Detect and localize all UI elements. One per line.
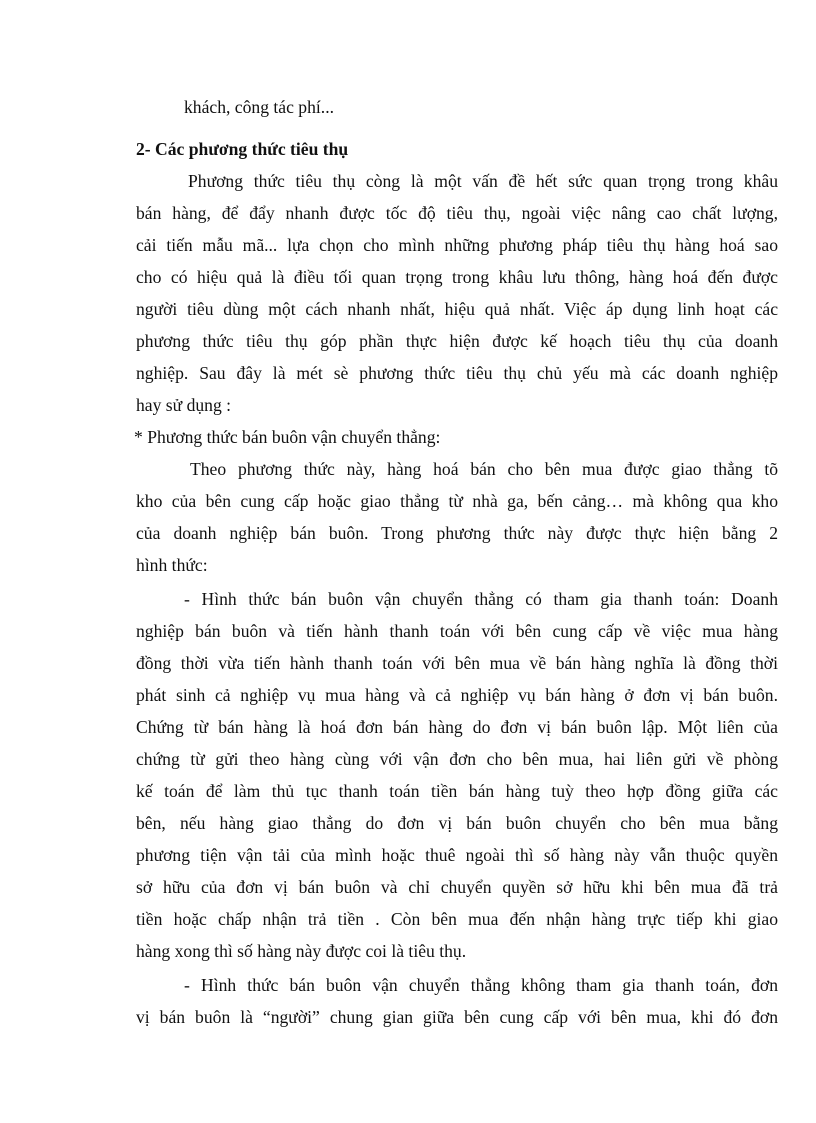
text-line-1: khách, công tác phí... [184,97,334,117]
paragraph-4-line-1: - Hình thức bán buôn vận chuyển thẳng không tham gia thanh toán, đơn [184,975,778,995]
paragraph-3-line-10: sở hữu của đơn vị bán buôn và chỉ chuyển quyền sở hữu khi bên mua đã trả [136,877,778,897]
paragraph-4-line-2: vị bán buôn là “người” chung gian giữa bên cung cấp với bên mua, khi đó đơn [136,1007,778,1027]
paragraph-2-line-3: của doanh nghiệp bán buôn. Trong phương thức này được thực hiện bằng 2 [136,523,778,543]
paragraph-2-line-1: Theo phương thức này, hàng hoá bán cho bên mua được giao thẳng tõ [190,459,778,479]
paragraph-3-line-4: phát sinh cả nghiệp vụ mua hàng và cả nghiệp vụ bán hàng ở đơn vị bán buôn. [136,685,778,705]
paragraph-1-line-2: bán hàng, để đẩy nhanh được tốc độ tiêu thụ, ngoài việc nâng cao chất lượng, [136,203,778,223]
paragraph-1-line-1: Phương thức tiêu thụ còng là một vấn đề hết sức quan trọng trong khâu [188,171,778,191]
paragraph-1-line-4: cho có hiệu quả là điều tối quan trọng trong khâu lưu thông, hàng hoá đến được [136,267,778,287]
paragraph-3-line-9: phương tiện vận tải của mình hoặc thuê ngoài thì số hàng này vẫn thuộc quyền [136,845,778,865]
paragraph-3-line-1: - Hình thức bán buôn vận chuyển thẳng có tham gia thanh toán: Doanh [184,589,778,609]
paragraph-2-line-2: kho của bên cung cấp hoặc giao thẳng từ nhà ga, bến cảng… mà không qua kho [136,491,778,511]
paragraph-1-line-7: nghiệp. Sau đây là mét sè phương thức tiêu thụ chủ yếu mà các doanh nghiệp [136,363,778,383]
paragraph-3-line-2: nghiệp bán buôn và tiến hành thanh toán với bên cung cấp về việc mua hàng [136,621,778,641]
paragraph-3-line-5: Chứng từ bán hàng là hoá đơn bán hàng do đơn vị bán buôn lập. Một liên của [136,717,778,737]
paragraph-1-line-8: hay sử dụng : [136,395,232,415]
paragraph-3-line-11: tiền hoặc chấp nhận trả tiền . Còn bên mua đến nhận hàng trực tiếp khi giao [136,909,778,929]
subheading-wholesale-direct: * Phương thức bán buôn vận chuyển thẳng: [134,427,441,447]
paragraph-3-line-6: chứng từ gửi theo hàng cùng với vận đơn cho bên mua, hai liên gửi về phòng [136,749,778,769]
paragraph-3-line-12: hàng xong thì số hàng này được coi là tiêu thụ. [136,941,467,961]
section-heading: 2- Các phương thức tiêu thụ [136,139,349,159]
paragraph-3-line-3: đồng thời vừa tiến hành thanh toán với bên mua về bán hàng nghĩa là đồng thời [136,653,778,673]
paragraph-3-line-8: bên, nếu hàng giao thẳng do đơn vị bán buôn chuyển cho bên mua bằng [136,813,778,833]
paragraph-1-line-6: phương thức tiêu thụ góp phần thực hiện được kế hoạch tiêu thụ của doanh [136,331,778,351]
paragraph-2-line-4: hình thức: [136,555,208,575]
paragraph-3-line-7: kế toán để làm thủ tục thanh toán tiền bán hàng tuỳ theo hợp đồng giữa các [136,781,778,801]
paragraph-1-line-3: cải tiến mẫu mã... lựa chọn cho mình những phương pháp tiêu thụ hàng hoá sao [136,235,778,255]
paragraph-1-line-5: người tiêu dùng một cách nhanh nhất, hiệu quả nhất. Việc áp dụng linh hoạt các [136,299,778,319]
